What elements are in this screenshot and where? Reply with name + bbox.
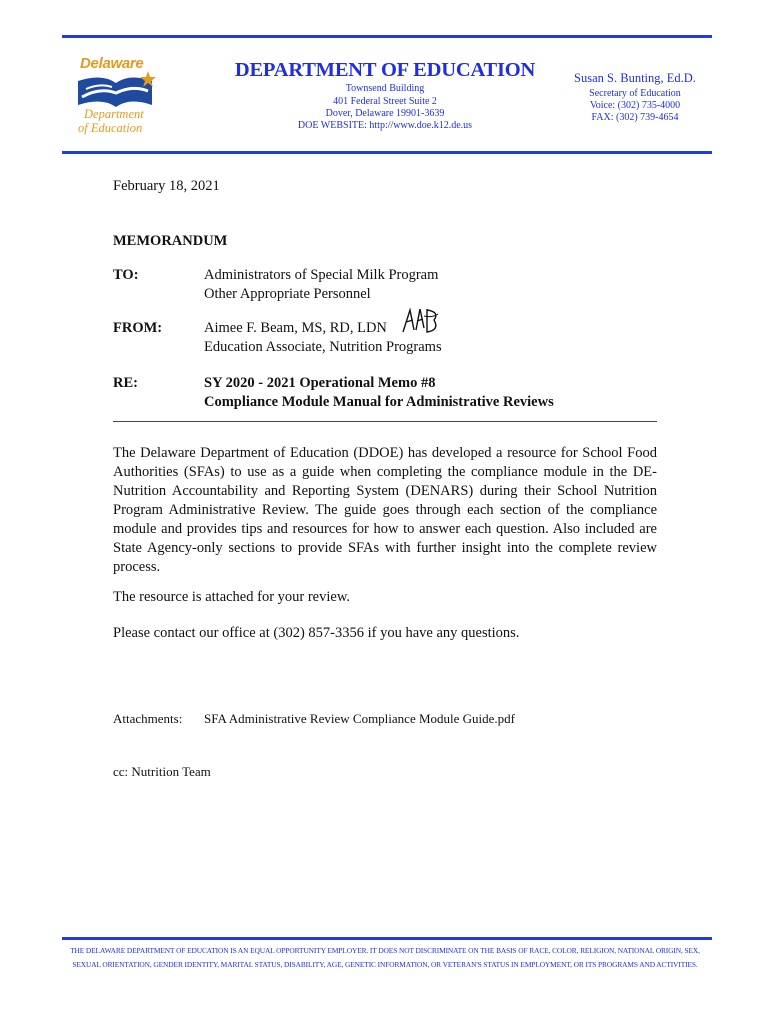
subject-divider [113, 421, 657, 422]
secretary-fax: FAX: (302) 739-4654 [591, 112, 679, 123]
logo-text-delaware: Delaware [80, 55, 144, 72]
re-line-1: SY 2020 - 2021 Operational Memo #8 [204, 375, 436, 391]
attachment-filename[interactable]: SFA Administrative Review Compliance Module Guide.pdf [204, 711, 516, 726]
address-street: 401 Federal Street Suite 2 [333, 96, 437, 107]
memo-date: February 18, 2021 [113, 178, 220, 194]
department-title: DEPARTMENT OF EDUCATION [234, 59, 536, 81]
re-line-2: Compliance Module Manual for Administrative Reviews [204, 394, 554, 410]
secretary-title: Secretary of Education [589, 88, 681, 99]
address-city: Dover, Delaware 19901-3639 [325, 108, 445, 119]
re-label: RE: [113, 375, 138, 391]
logo-text-education: of Education [78, 121, 143, 135]
secretary-name: Susan S. Bunting, Ed.D. [574, 71, 696, 85]
cc-line: cc: Nutrition Team [113, 764, 211, 779]
to-line-1: Administrators of Special Milk Program [204, 267, 439, 283]
footer-rule [62, 937, 712, 940]
from-line-1: Aimee F. Beam, MS, RD, LDN [204, 320, 387, 336]
attached-line: The resource is attached for your review. [113, 589, 350, 605]
logo-text-department: Department [84, 107, 144, 121]
book-wave-logo-icon [72, 71, 158, 109]
to-line-2: Other Appropriate Personnel [204, 286, 371, 302]
re-subject [204, 374, 554, 412]
attachments-label: Attachments: [113, 711, 183, 726]
secretary-voice: Voice: (302) 735-4000 [589, 100, 681, 111]
header-top-rule [62, 35, 712, 38]
address-website[interactable]: DOE WEBSITE: http://www.doe.k12.de.us [297, 120, 473, 131]
to-recipients [204, 266, 438, 304]
header-bottom-rule [62, 151, 712, 154]
handwritten-initials-signature-icon [400, 306, 442, 336]
from-label: FROM: [113, 320, 163, 336]
delaware-doe-logo [70, 55, 162, 140]
to-label: TO: [113, 267, 139, 283]
body-paragraph: The Delaware Department of Education (DDOE) has developed a resource for School Food Authorities (SFAs) to use as a guide when completing the compliance module in the DE-Nutrition Accountability and Reporting System (DENARS) during their School Nutrition Program Administrative Review. The guide goes through each section of the compliance module and provides tips and resources for how to answer each question. Also included are State Agency-only sections to provide SFAs with further insight into the complete review process. [113, 445, 657, 575]
memo-heading: MEMORANDUM [113, 233, 228, 249]
footer-line-1: THE DELAWARE DEPARTMENT OF EDUCATION IS AN EQUAL OPPORTUNITY EMPLOYER. IT DOES NOT DISCRIMINATE ON THE BASIS OF RACE, COLOR, RELIGION, NATIONAL ORIGIN, SEX, [70, 946, 700, 955]
address-building: Townsend Building [345, 83, 425, 94]
from-line-2: Education Associate, Nutrition Programs [204, 339, 442, 355]
footer-line-2: SEXUAL ORIENTATION, GENDER IDENTITY, MARITAL STATUS, DISABILITY, AGE, GENETIC INFORMATION, OR VETERAN'S STATUS IN EMPLOYMENT, OR ITS PROGRAMS AND ACTIVITIES. [72, 960, 698, 969]
contact-line: Please contact our office at (302) 857-3356 if you have any questions. [113, 625, 520, 641]
